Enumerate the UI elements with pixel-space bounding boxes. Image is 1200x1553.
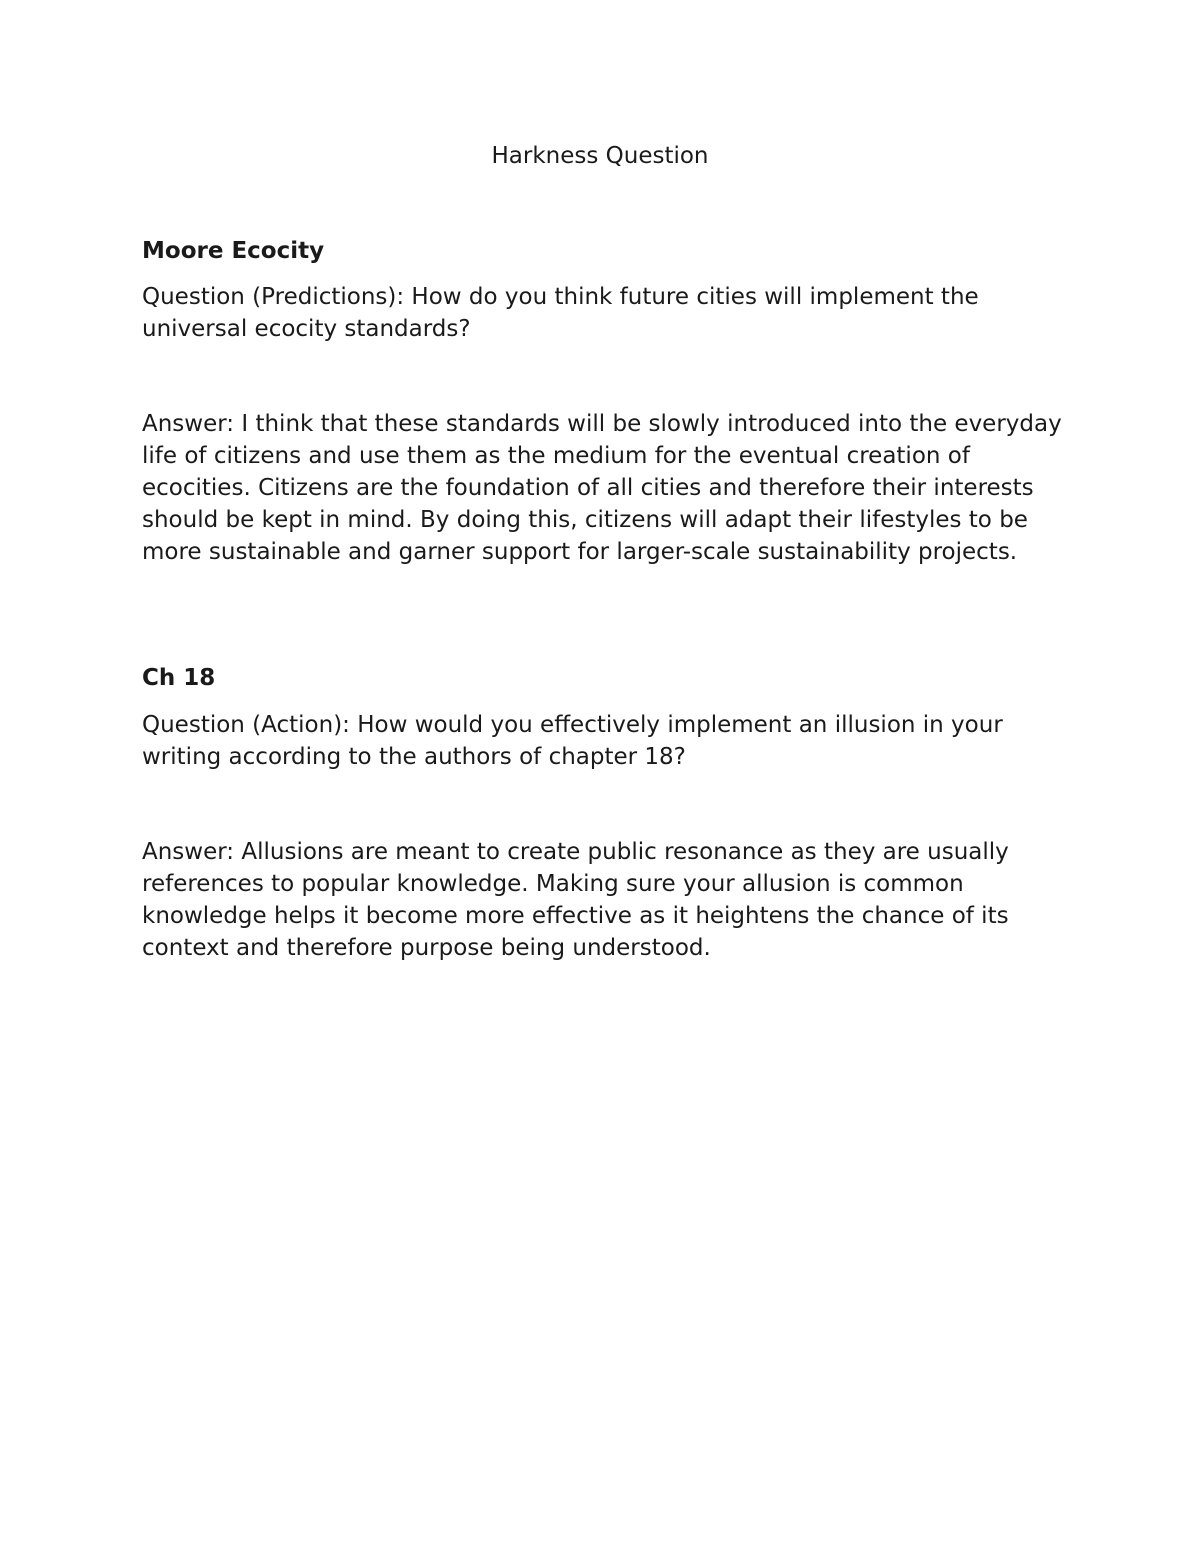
section-answer-predictions: Answer: I think that these standards will be slowly introduced into the everyday life of citizens and use them as the medium for the eventual creation of ecocities. Citizens are the foundation of all cities and therefore their interests should be kept in mind. By doing this, citizens will adapt their lifestyles to be more sustainable and garner support for larger-scale sustainability projects.	[142, 411, 1062, 565]
section-heading-moore-ecocity: Moore Ecocity	[142, 238, 325, 264]
section-question-predictions: Question (Predictions): How do you think future cities will implement the universal ecocity standards?	[142, 284, 979, 342]
document-title: Harkness Question	[491, 143, 709, 169]
section-heading-ch-18: Ch 18	[142, 665, 216, 691]
section-question-action: Question (Action): How would you effectively implement an illusion in your writing according to the authors of chapter 18?	[142, 712, 1003, 770]
section-answer-action: Answer: Allusions are meant to create public resonance as they are usually references to popular knowledge. Making sure your allusion is common knowledge helps it become more effective as it heightens the chance of its context and therefore purpose being understood.	[142, 839, 1009, 961]
